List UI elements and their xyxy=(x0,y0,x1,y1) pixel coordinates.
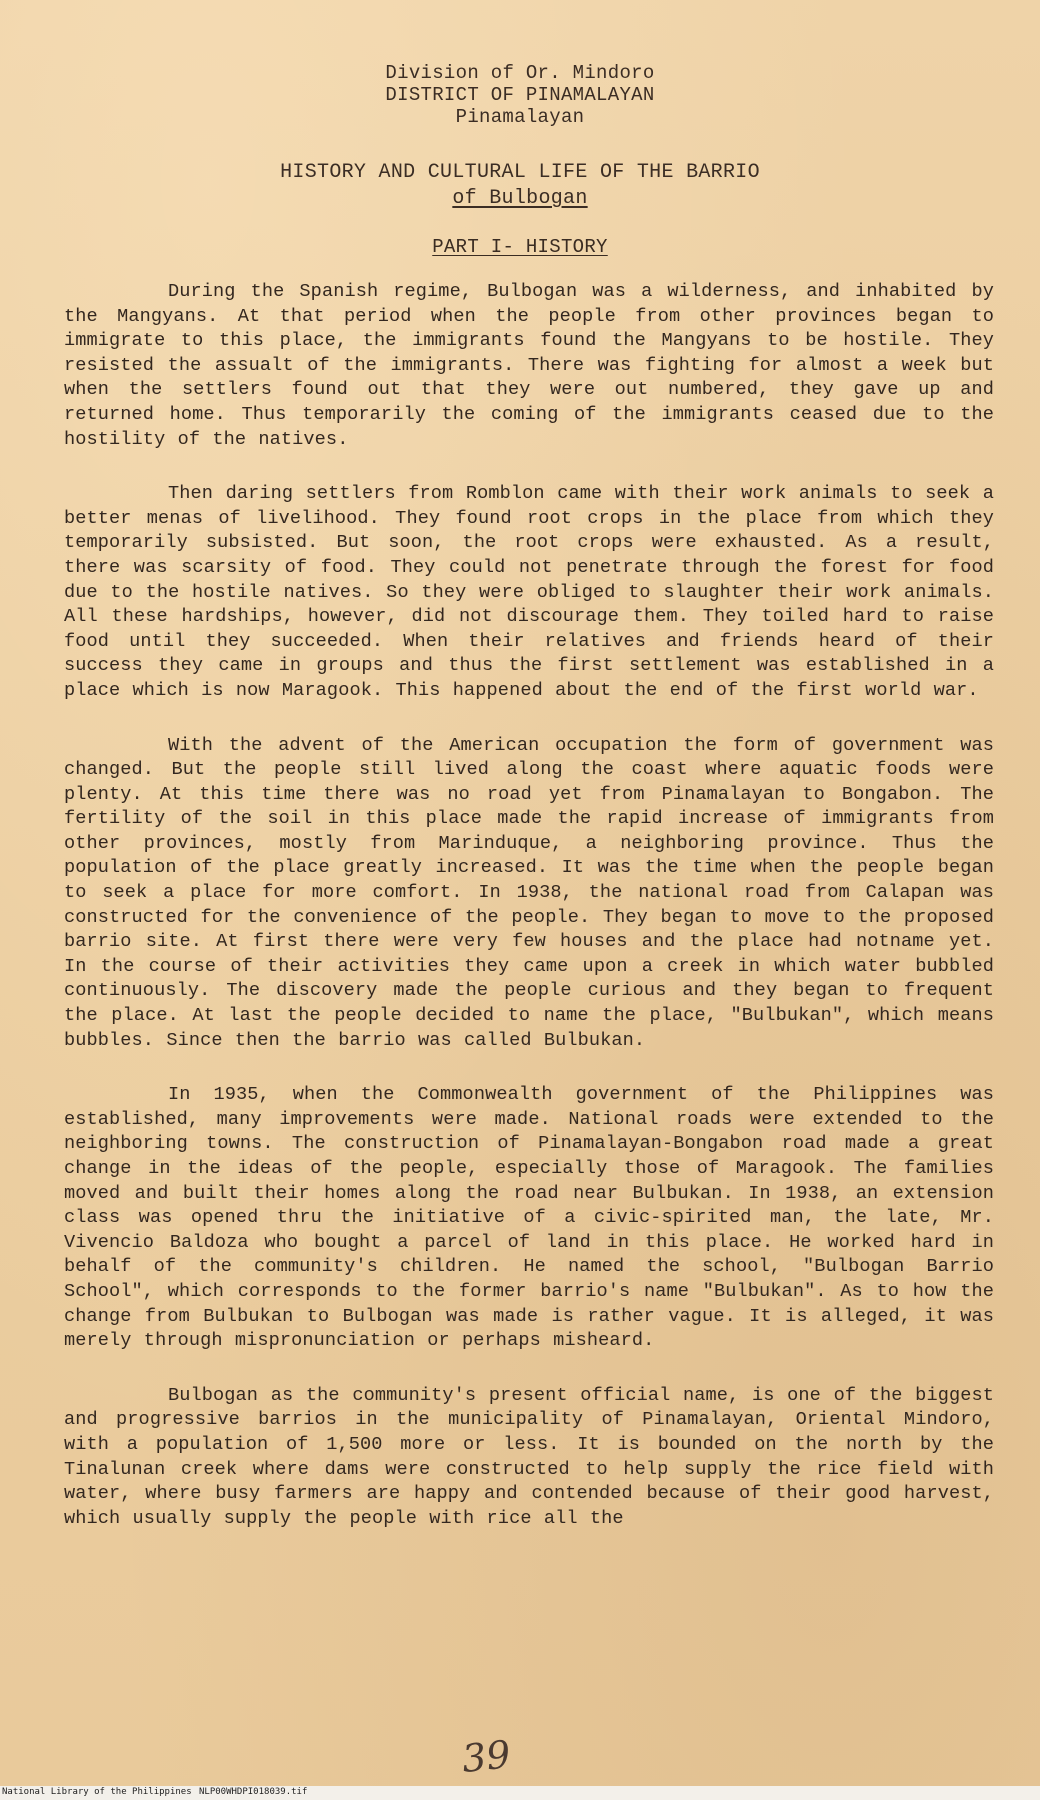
footer-file-id: NLP00WHDPI018039.tif xyxy=(199,1787,308,1797)
paragraph: With the advent of the American occupation the form of government was changed. But the people still lived along the coast where aquatic foods were plenty. At this time there was no road yet from Pinamalayan to Bongabon. The fertility of the soil in this place made the rapid increase of immigrants from other provinces, mostly from Marinduque, a neighboring province. Thus the population of the place greatly increased. It was the time when the people began to seek a place for more comfort. In 1938, the national road from Calapan was constructed for the convenience of the people. They began to move to the proposed barrio site. At first there were very few houses and the place had notname yet. In the course of their activities they came upon a creek in which water bubbled continuously. The discovery made the people curious and they began to frequent the place. At last the people decided to name the place, "Bulbukan", which means bubbles. Since then the barrio was called Bulbukan. xyxy=(64,734,994,1051)
paragraph: Then daring settlers from Romblon came with their work animals to seek a better menas of livelihood. They found root crops in the place from which they temporarily subsisted. But soon, the root crops were exhausted. As a result, there was scarsity of food. They could not penetrate through the forest for food due to the hostile natives. So they were obliged to slaughter their work animals. All these hardships, however, did not discourage them. They toiled hard to raise food until they succeeded. When their relatives and friends heard of their success they came in groups and thus the first settlement was established in a place which is now Maragook. This happened about the end of the first world war. xyxy=(64,483,994,701)
document-body xyxy=(64,280,994,1531)
town-line: Pinamalayan xyxy=(455,106,585,128)
part-heading xyxy=(0,236,1040,258)
footer-institution: National Library of the Philippines xyxy=(2,1787,192,1797)
document-title xyxy=(0,160,1040,212)
district-line: DISTRICT OF PINAMALAYAN xyxy=(385,84,655,106)
division-line: Division of Or. Mindoro xyxy=(385,62,655,84)
title-sub: of Bulbogan xyxy=(452,187,588,210)
paragraph: During the Spanish regime, Bulbogan was a wilderness, and inhabited by the Mangyans. At that period when the people from other provinces began to immigrate to this place, the immigrants found the Mangyans to be hostile. They resisted the assualt of the immigrants. There was fighting for almost a week but when the settlers found out that they were out numbered, they gave up and returned home. Thus temporarily the coming of the immigrants ceased due to the hostility of the natives. xyxy=(64,281,994,450)
document-header xyxy=(0,62,1040,128)
paragraph: Bulbogan as the community's present official name, is one of the biggest and progressive barrios in the municipality of Pinamalayan, Oriental Mindoro, with a population of 1,500 more or less. It is bounded on the north by the Tinalunan creek where dams were constructed to help supply the rice field with water, where busy farmers are happy and contended because of their good harvest, which usually supply the people with rice all the xyxy=(64,1384,994,1529)
paragraph: In 1935, when the Commonwealth government of the Philippines was established, many improvements were made. National roads were extended to the neighboring towns. The construction of Pinamalayan-Bongabon road made a great change in the ideas of the people, especially those of Maragook. The families moved and built their homes along the road near Bulbukan. In 1938, an extension class was opened thru the initiative of a civic-spirited man, the late, Mr. Vivencio Baldoza who bought a parcel of land in this place. He worked hard in behalf of the community's children. He named the school, "Bulbogan Barrio School", which corresponds to the former barrio's name "Bulbukan". As to how the change from Bulbukan to Bulbogan was made is rather vague. It is alleged, it was merely through mispronunciation or perhaps misheard. xyxy=(64,1084,994,1352)
handwritten-page-number: 39 xyxy=(459,1732,513,1782)
title-main: HISTORY AND CULTURAL LIFE OF THE BARRIO xyxy=(280,161,760,184)
archive-footer-bar xyxy=(0,1786,1040,1800)
part-heading-text: PART I- HISTORY xyxy=(432,236,608,258)
